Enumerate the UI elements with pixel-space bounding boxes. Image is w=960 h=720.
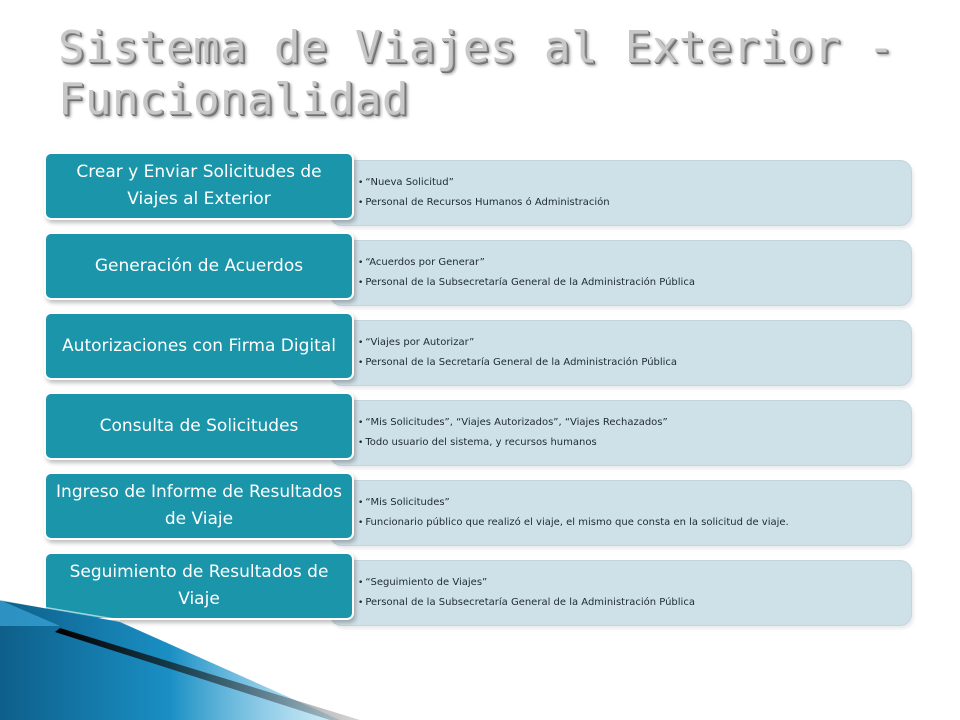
user-role-text: • Todo usuario del sistema, y recursos humanos <box>358 433 906 453</box>
user-role-text: • Personal de la Subsecretaría General de la Administración Pública <box>358 273 906 293</box>
function-details-list <box>358 573 906 613</box>
function-label <box>44 232 354 300</box>
function-details-list <box>358 333 906 373</box>
function-row-query-requests <box>0 392 960 472</box>
function-label-text: Crear y Enviar Solicitudes de Viajes al Exterior <box>76 162 322 209</box>
user-role-text: • Personal de la Subsecretaría General de la Administración Pública <box>358 593 906 613</box>
slide-title: Sistema de Viajes al Exterior - Funcionalidad <box>58 22 895 125</box>
function-label-text: Seguimiento de Resultados de Viaje <box>69 562 329 609</box>
function-details-band <box>330 320 912 386</box>
menu-option-text: • “Mis Solicitudes” <box>358 493 906 513</box>
function-row-generate-agreements <box>0 232 960 312</box>
function-details-band <box>330 480 912 546</box>
menu-option-text: • “Acuerdos por Generar” <box>358 253 906 273</box>
menu-option-text: • “Nueva Solicitud” <box>358 173 906 193</box>
menu-option-text: • “Seguimiento de Viajes” <box>358 573 906 593</box>
user-role-text: • Personal de Recursos Humanos ó Administración <box>358 193 906 213</box>
menu-option-text: • “Viajes por Autorizar” <box>358 333 906 353</box>
function-label <box>44 152 354 220</box>
menu-option-text: • “Mis Solicitudes”, “Viajes Autorizados”, “Viajes Rechazados” <box>358 413 906 433</box>
function-details-list <box>358 493 906 533</box>
function-row-digital-signature <box>0 312 960 392</box>
function-label-text: Autorizaciones con Firma Digital <box>62 335 336 356</box>
corner-swoosh-decoration <box>0 560 420 720</box>
function-details-list <box>358 253 906 293</box>
function-details-band <box>330 400 912 466</box>
function-label-text: Generación de Acuerdos <box>94 255 304 276</box>
function-label-text: Consulta de Solicitudes <box>99 415 299 436</box>
function-label <box>44 312 354 380</box>
function-row-create-requests <box>0 152 960 232</box>
function-row-results-report <box>0 472 960 552</box>
function-details-band <box>330 240 912 306</box>
function-details-list <box>358 413 906 453</box>
function-label <box>44 472 354 540</box>
function-label <box>44 392 354 460</box>
user-role-text: • Funcionario público que realizó el viaje, el mismo que consta en la solicitud de viaje. <box>358 513 906 533</box>
function-label-text: Ingreso de Informe de Resultados de Viaje <box>56 482 342 529</box>
function-details-band <box>330 160 912 226</box>
user-role-text: • Personal de la Secretaría General de la Administración Pública <box>358 353 906 373</box>
function-details-list <box>358 173 906 213</box>
